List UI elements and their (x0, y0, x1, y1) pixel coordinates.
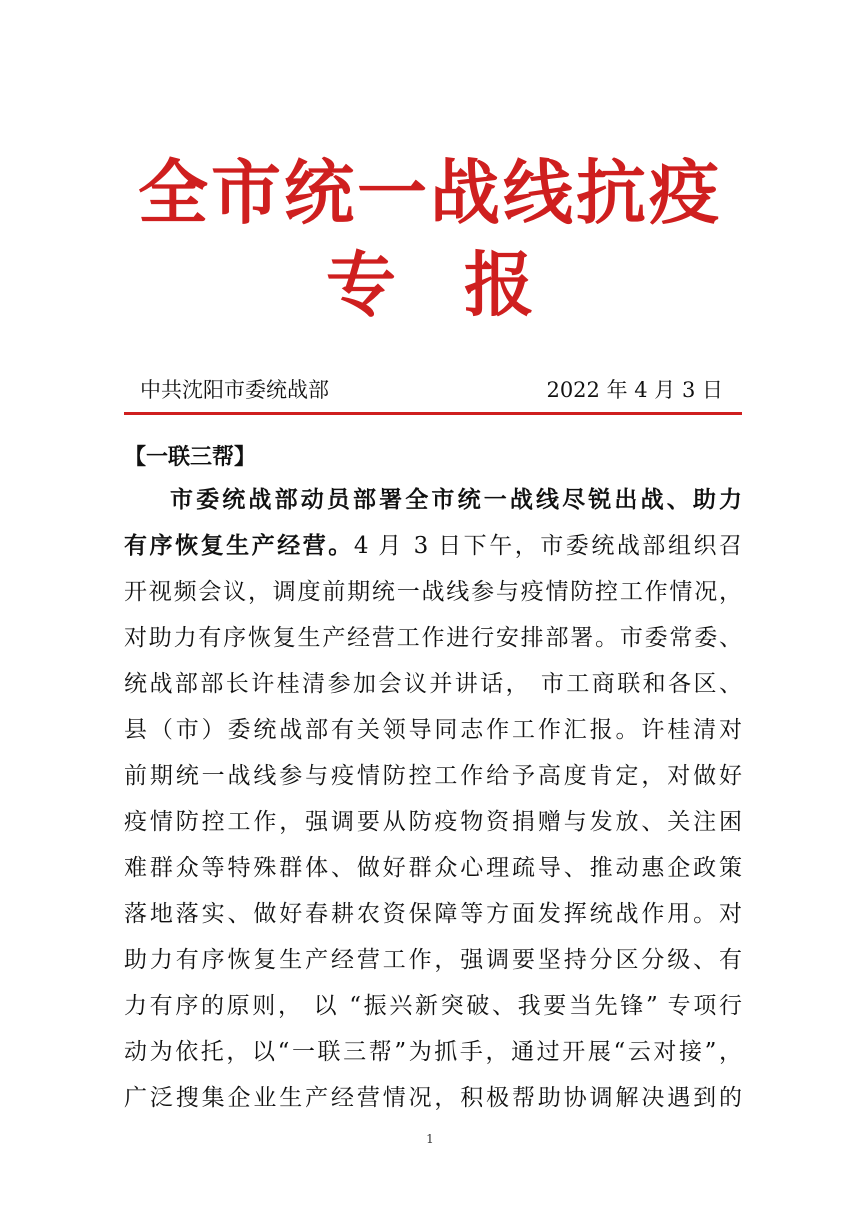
body-line: 落地落实、做好春耕农资保障等方面发挥统战作用。对 (124, 901, 742, 927)
lead-line-2: 有序恢复生产经营。 (124, 533, 354, 559)
body-line: 疫情防控工作，强调要从防疫物资捐赠与发放、关注困 (124, 809, 742, 835)
issuer: 中共沈阳市委统战部 (140, 378, 329, 402)
body-line: 对助力有序恢复生产经营工作进行安排部署。市委常委、 (124, 625, 742, 651)
body-line: 统战部部长许桂清参加会议并讲话， 市工商联和各区、 (124, 671, 742, 697)
body-line: 动为依托，以“一联三帮”为抓手，通过开展“云对接”， (124, 1039, 742, 1065)
body-text: 4 月 3 日下午，市委统战部组织召 (353, 533, 742, 559)
lead-line-1: 市委统战部动员部署全市统一战线尽锐出战、助力 (170, 487, 742, 513)
red-divider (124, 412, 742, 415)
body-line: 县（市）委统战部有关领导同志作工作汇报。许桂清对 (124, 717, 742, 743)
body-line: 前期统一战线参与疫情防控工作给予高度肯定，对做好 (124, 763, 742, 789)
issue-date: 2022 年 4 月 3 日 (546, 378, 723, 402)
section-heading: 【一联三帮】 (124, 445, 257, 470)
report-title-line2: 专报 (326, 244, 602, 326)
body-line: 广泛搜集企业生产经营情况，积极帮助协调解决遇到的 (124, 1085, 742, 1111)
article-body (124, 477, 742, 1121)
body-line: 力有序的原则， 以 “振兴新突破、我要当先锋” 专项行 (124, 993, 742, 1019)
body-line-2 (124, 523, 742, 569)
report-title-line1: 全市统一战线抗疫 (138, 152, 722, 234)
body-line: 难群众等特殊群体、做好群众心理疏导、推动惠企政策 (124, 855, 742, 881)
page-number: 1 (426, 1132, 434, 1146)
body-line: 助力有序恢复生产经营工作，强调要坚持分区分级、有 (124, 947, 742, 973)
body-line: 开视频会议，调度前期统一战线参与疫情防控工作情况， (124, 579, 742, 605)
